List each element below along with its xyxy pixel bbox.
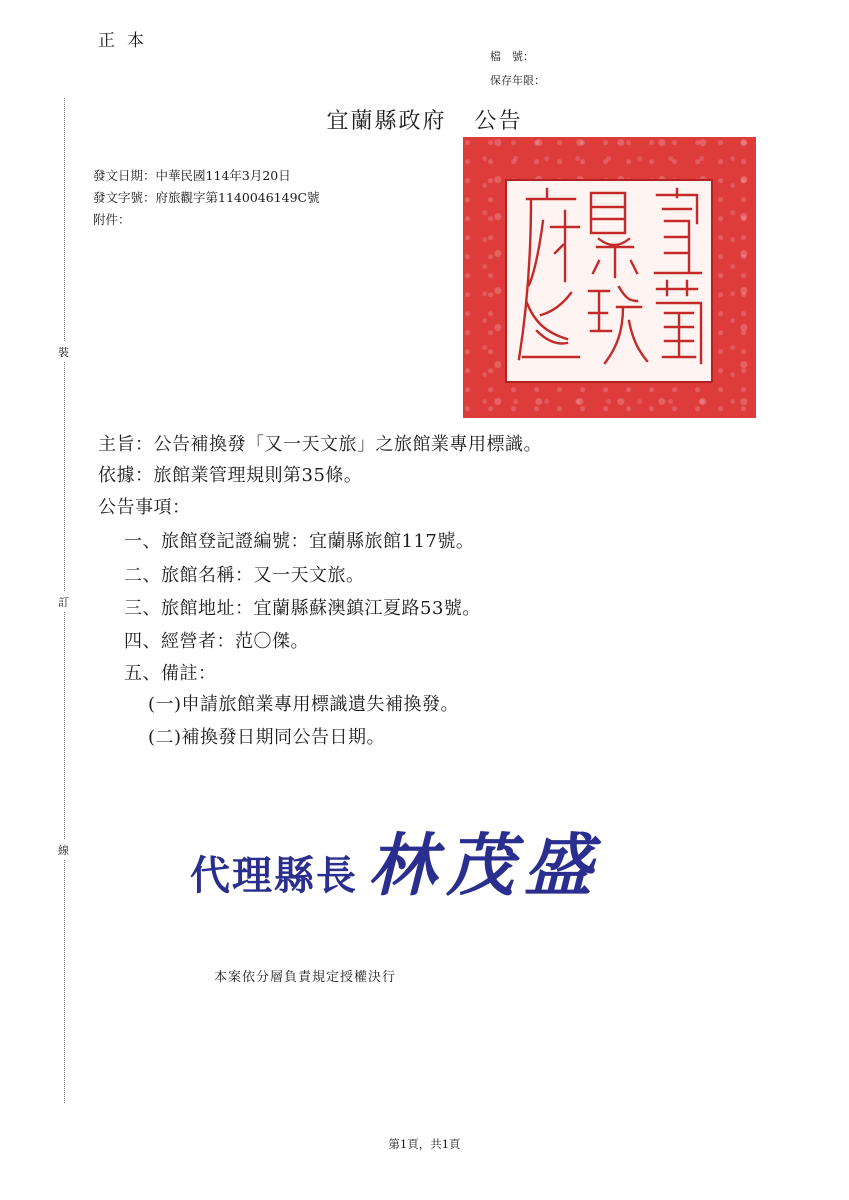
attachment-line xyxy=(93,210,131,228)
attachment-label: 附件： xyxy=(93,212,131,227)
issue-date-label: 發文日期： xyxy=(93,168,156,183)
signature-stamp xyxy=(190,812,602,909)
binding-mark-xian: 線 xyxy=(58,840,69,860)
binding-mark-zhuang: 裝 xyxy=(58,342,69,362)
issue-date-line xyxy=(93,166,291,184)
delegation-note: 本案依分層負責規定授權決行 xyxy=(214,970,397,985)
doc-number: 府旅觀字第1140046149C號 xyxy=(155,190,320,205)
page-number: 第1頁，共1頁 xyxy=(388,1137,461,1151)
list-item: 一、旅館登記證編號：宜蘭縣旅館117號。 xyxy=(124,531,475,552)
retention-label: 保存年限： xyxy=(490,74,545,87)
issue-date: 中華民國114年3月20日 xyxy=(155,168,291,183)
note-item: (二)補換發日期同公告日期。 xyxy=(148,727,386,748)
official-seal xyxy=(463,137,756,418)
document-title xyxy=(0,104,849,135)
issuer-name: 宜蘭縣政府 xyxy=(326,109,447,134)
list-item: 四、經營者：范〇傑。 xyxy=(124,631,309,652)
seal-face xyxy=(505,179,713,383)
list-item: 二、旅館名稱：又一天文旅。 xyxy=(124,565,365,586)
copy-label: 正本 xyxy=(98,31,156,51)
file-number-label: 檔 號： xyxy=(490,50,534,63)
list-item: 三、旅館地址：宜蘭縣蘇澳鎮江夏路53號。 xyxy=(124,598,481,619)
items-heading: 公告事項： xyxy=(98,497,191,518)
file-number xyxy=(490,48,544,64)
doc-number-label: 發文字號： xyxy=(93,190,156,205)
doc-number-line xyxy=(93,188,320,206)
retention-period xyxy=(490,72,555,88)
subject-line: 主旨：公告補換發「又一天文旅」之旅館業專用標識。 xyxy=(98,434,542,455)
list-item: 五、備註： xyxy=(124,663,217,684)
basis-line: 依據：旅館業管理規則第35條。 xyxy=(98,465,363,486)
seal-script-glyphs xyxy=(507,181,711,381)
signature-role: 代理縣長 xyxy=(190,853,358,899)
binding-mark-ding: 訂 xyxy=(58,592,69,612)
signature-name: 林茂盛 xyxy=(368,827,603,906)
document-type: 公告 xyxy=(474,109,523,134)
note-item: (一)申請旅館業專用標識遺失補換發。 xyxy=(148,694,460,715)
